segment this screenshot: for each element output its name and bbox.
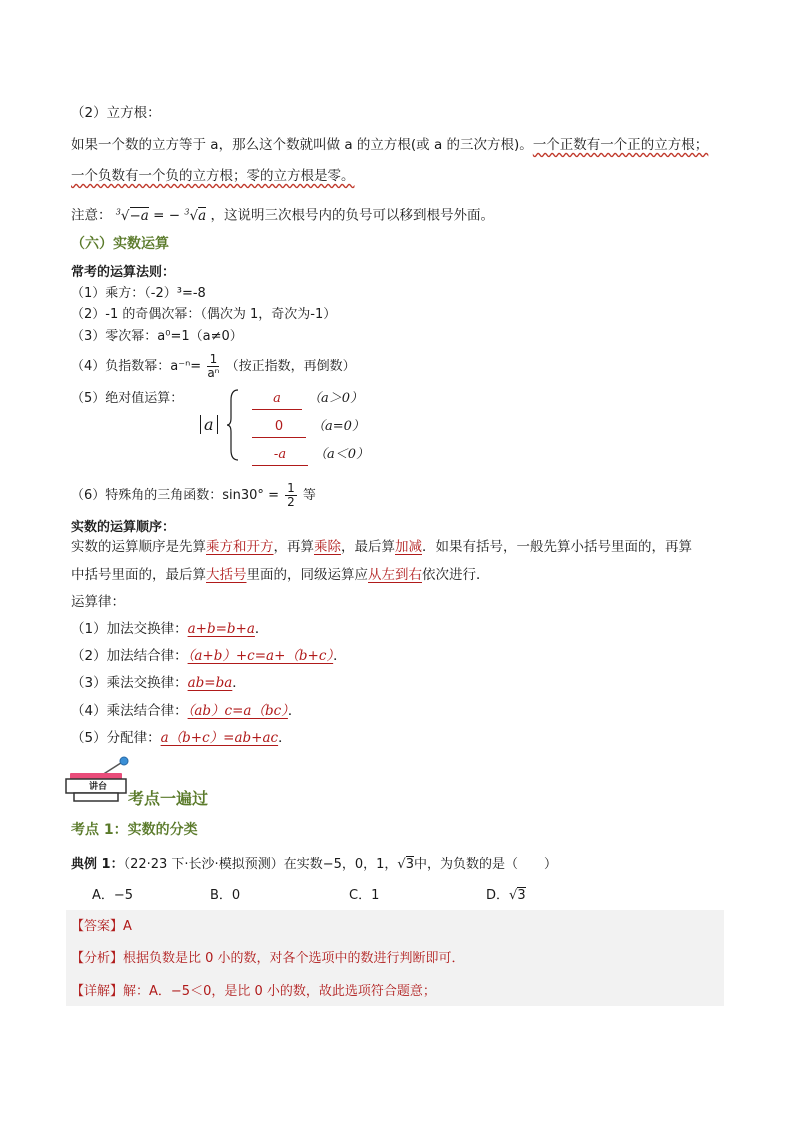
detail-text: 解：A．−5＜0，是比 0 小的数，故此选项符合题意； xyxy=(123,984,436,999)
option-c[interactable]: C．1 xyxy=(349,888,380,903)
law-formula: a（b+c）=ab+ac xyxy=(160,730,279,746)
order-line-1 xyxy=(71,537,692,557)
order-highlight: 从左到右 xyxy=(368,567,422,583)
order-text: 依次进行． xyxy=(422,567,490,583)
analysis-label: 【分析】 xyxy=(71,951,124,966)
abs-case-zero xyxy=(252,417,369,445)
order-highlight: 乘方和开方 xyxy=(206,539,274,555)
law-item: （2）加法结合律：（a+b）+c=a+（b+c）． xyxy=(71,648,347,664)
trig-fraction xyxy=(285,482,297,509)
trig-tail: 等 xyxy=(302,488,316,503)
abs-case-cond: （a=0） xyxy=(312,419,365,434)
neg-exp-label: （4）负指数幂：a⁻ⁿ= xyxy=(71,359,202,374)
abs-case-value: a xyxy=(252,389,302,410)
order-highlight: 大括号 xyxy=(206,567,247,583)
example-text: （22·23 下·长沙·模拟预测）在实数−5，0，1， xyxy=(123,857,398,872)
cube-root-rhs: $^3$√a xyxy=(184,207,207,224)
kaodian-title: 考点 1：实数的分类 xyxy=(71,822,198,838)
law-item: （5）分配律：a（b+c）=ab+ac． xyxy=(71,730,292,746)
rule-power: （1）乘方：（-2）³=-8 xyxy=(71,286,206,301)
law-formula: ab=ba xyxy=(187,675,233,691)
abs-case-cond: （a＜0） xyxy=(314,447,370,462)
detail-label: 【详解】 xyxy=(71,984,124,999)
rule-negative-exponent xyxy=(71,353,356,380)
note-equals: = − xyxy=(153,207,181,224)
definition-highlight-2: 一个负数有一个负的立方根；零的立方根是零。 xyxy=(71,168,355,184)
order-text: 中括号里面的，最后算 xyxy=(71,567,206,583)
note-tail: ，这说明三次根号内的负号可以移到根号外面。 xyxy=(210,207,494,224)
cube-root-note xyxy=(71,202,494,226)
cube-root-lhs: $^3$√−a xyxy=(115,207,149,224)
laws-title: 运算律： xyxy=(71,594,125,610)
section-heading: （六）实数运算 xyxy=(71,236,169,252)
order-text: 实数的运算顺序是先算 xyxy=(71,539,206,555)
option-a[interactable]: A．−5 xyxy=(92,888,134,903)
lhs-index: 3 xyxy=(115,207,121,216)
sqrt-radicand: 3 xyxy=(517,888,526,903)
note-label: 注意： xyxy=(71,207,112,224)
law-formula: （ab）c=a（bc） xyxy=(187,703,288,719)
rhs-radicand: a xyxy=(198,207,207,224)
definition-text: 如果一个数的立方等于 a，那么这个数就叫做 a 的立方根(或 a 的三次方根)。 xyxy=(71,137,533,153)
order-text: 里面的，同级运算应 xyxy=(246,567,368,583)
law-formula: （a+b）+c=a+（b+c） xyxy=(187,648,334,664)
answer-label: 【答案】 xyxy=(71,919,124,934)
analysis-text: 根据负数是比 0 小的数，对各个选项中的数进行判断即可． xyxy=(123,951,465,966)
answer-line xyxy=(71,917,132,937)
abs-case-cond: （a＞0） xyxy=(308,391,364,406)
neg-exp-fraction xyxy=(207,353,219,380)
rule-neg-one-power: （2）-1 的奇偶次幂：（偶次为 1，奇次为-1） xyxy=(71,307,337,322)
abs-brace xyxy=(226,388,240,462)
order-text: ，最后算 xyxy=(341,539,395,555)
sqrt-radicand: 3 xyxy=(405,857,414,872)
rule-zero-power: （3）零次幂：a⁰=1（a≠0） xyxy=(71,329,243,344)
neg-exp-note: （按正指数，再倒数） xyxy=(225,359,356,374)
cube-root-definition-line2 xyxy=(71,166,355,186)
law-label: （4）乘法结合律： xyxy=(71,703,188,719)
example-label: 典例 1： xyxy=(71,857,124,872)
example-tail: 中，为负数的是（ ） xyxy=(413,857,557,872)
section-title: 考点一遍过 xyxy=(128,789,209,808)
definition-highlight-1: 一个正数有一个正的立方根； xyxy=(532,137,709,153)
law-formula: a+b=b+a xyxy=(187,621,255,637)
example-question xyxy=(71,855,557,875)
detail-line xyxy=(71,982,436,1002)
rule-absolute-value: （5）绝对值运算： xyxy=(71,391,184,406)
neg-exp-denominator: aⁿ xyxy=(207,366,220,380)
abs-cases xyxy=(252,389,369,473)
abs-value-expression xyxy=(200,415,218,434)
sqrt-3: √3 xyxy=(509,888,526,903)
trig-label: （6）特殊角的三角函数：sin30° = xyxy=(71,488,279,503)
order-highlight: 乘除 xyxy=(314,539,341,555)
law-label: （3）乘法交换律： xyxy=(71,675,188,691)
law-item: （1）加法交换律：a+b=b+a． xyxy=(71,621,269,637)
trig-denominator: 2 xyxy=(287,495,295,509)
order-line-2 xyxy=(71,565,490,585)
cube-root-definition xyxy=(71,135,708,155)
rules-title: 常考的运算法则： xyxy=(71,265,176,280)
trig-numerator: 1 xyxy=(287,481,295,495)
abs-case-positive xyxy=(252,389,369,417)
rhs-index: 3 xyxy=(184,207,190,216)
law-label: （5）分配律： xyxy=(71,730,161,746)
law-item: （3）乘法交换律：ab=ba． xyxy=(71,675,246,691)
neg-exp-numerator: 1 xyxy=(207,353,219,367)
analysis-line xyxy=(71,949,465,969)
cube-root-title: （2）立方根： xyxy=(71,105,161,121)
badge-label: 讲台 xyxy=(88,782,107,792)
abs-case-value: 0 xyxy=(252,417,306,438)
sqrt-3: √3 xyxy=(397,857,414,872)
abs-case-negative xyxy=(252,445,369,473)
law-label: （2）加法结合律： xyxy=(71,648,188,664)
order-text: ．如果有括号，一般先算小括号里面的，再算 xyxy=(422,539,692,555)
order-highlight: 加减 xyxy=(395,539,422,555)
law-label: （1）加法交换律： xyxy=(71,621,188,637)
option-b[interactable]: B．0 xyxy=(210,888,241,903)
option-d-label: D． xyxy=(486,888,510,903)
abs-case-value: -a xyxy=(252,445,308,466)
option-d[interactable] xyxy=(486,886,526,906)
order-title: 实数的运算顺序： xyxy=(71,520,176,535)
rule-trig xyxy=(71,482,316,509)
law-item: （4）乘法结合律：（ab）c=a（bc）． xyxy=(71,703,302,719)
lhs-radicand: −a xyxy=(129,207,149,224)
order-text: ，再算 xyxy=(273,539,314,555)
abs-var: a xyxy=(200,415,218,434)
answer-value: A xyxy=(123,919,132,934)
